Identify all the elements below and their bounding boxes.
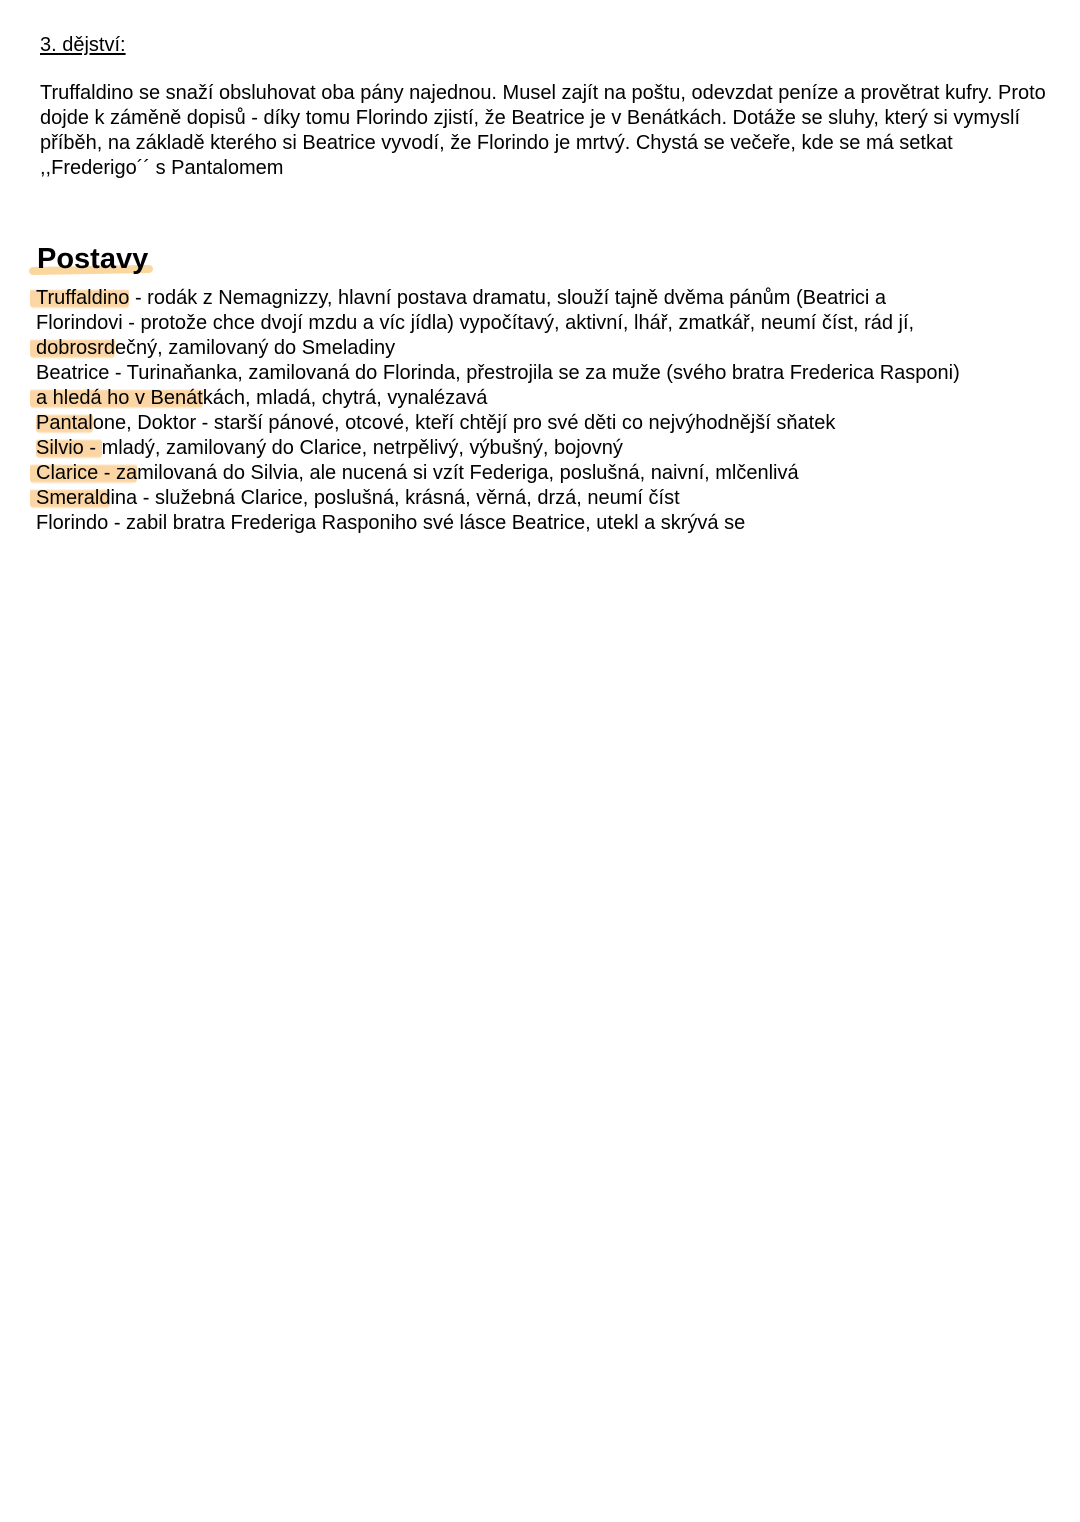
line-text: ina - služebná Clarice, poslušná, krásná, věrná, drzá, neumí číst [110, 487, 680, 509]
line-text: kách, mladá, chytrá, vynalézavá [202, 387, 488, 409]
highlighted-text: dobrosrd [30, 337, 115, 359]
character-line-beatrice [36, 361, 1066, 386]
line-text: ečný, zamilovaný do Smeladiny [114, 337, 396, 359]
line-text: mladý, zamilovaný do Clarice, netrpělivý, výbušný, bojovný [101, 437, 623, 459]
highlighted-text: Truffaldino [30, 287, 129, 309]
character-line-pantalone [36, 411, 1066, 436]
highlighted-text: a hledá ho v Benát [30, 387, 203, 409]
characters-section-title: Postavy [37, 243, 149, 275]
character-line-truffaldino-cont [36, 311, 1066, 336]
character-line-beatrice-cont [36, 386, 1066, 411]
line-text: Florindovi - protože chce dvojí mzdu a víc jídla) vypočítavý, aktivní, lhář, zmatkář, neumí číst, rád jí, [36, 312, 915, 334]
character-line-smeraldina [36, 486, 1066, 511]
character-line-silvio [36, 436, 1066, 461]
character-line-truffaldino [36, 286, 1066, 311]
line-text: one, Doktor - starší pánové, otcové, kteří chtějí pro své děti co nejvýhodnější sňatek [92, 412, 836, 434]
line-text: milovaná do Silvia, ale nucená si vzít Federiga, poslušná, naivní, mlčenlivá [137, 462, 799, 484]
highlighted-text: Pantal [36, 412, 93, 434]
act-heading: 3. dějství: [40, 34, 126, 56]
characters-list [36, 286, 1066, 536]
line-text: - rodák z Nemagnizzy, hlavní postava dramatu, slouží tajně dvěma pánům (Beatrici a [129, 287, 887, 309]
highlighted-text: Clarice - za [30, 462, 137, 484]
line-text: Florindo - zabil bratra Frederiga Rasponiho své lásce Beatrice, utekl a skrývá se [36, 512, 746, 534]
character-line-truffaldino-end [36, 336, 1066, 361]
highlighted-text: Smerald [30, 487, 110, 509]
character-line-clarice [36, 461, 1066, 486]
act-summary-paragraph: Truffaldino se snaží obsluhovat oba pány najednou. Musel zajít na poštu, odevzdat peníze a provětrat kufry. Proto dojde k záměně dopisů - díky tomu Florindo zjistí, že Beatrice je v Benátkách. Dotáže se sluhy, který si vymyslí příběh, na základě kterého si Beatrice vyvodí, že Florindo je mrtvý. Chystá se večeře, kde se má setkat ,,Frederigo´´ s Pantalomem [40, 82, 1046, 179]
line-text: Beatrice - Turinaňanka, zamilovaná do Florinda, přestrojila se za muže (svého bratra Frederica Rasponi) [36, 362, 960, 384]
highlighted-text: Silvio - [36, 437, 102, 459]
character-line-florindo [36, 511, 1066, 536]
